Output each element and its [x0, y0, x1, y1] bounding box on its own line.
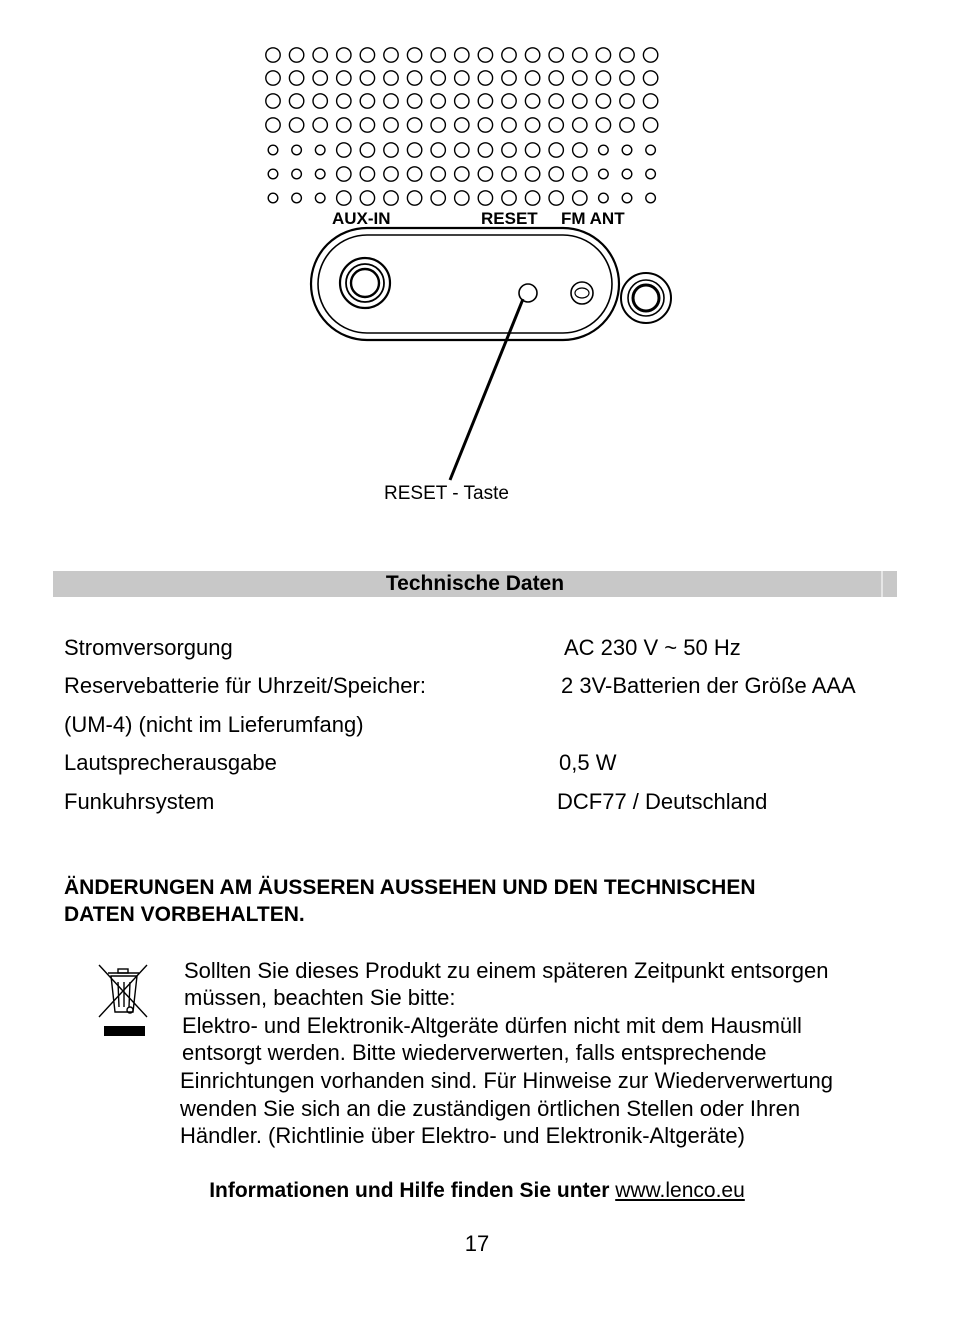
fm-ant-connector	[621, 273, 671, 323]
grille-hole	[315, 193, 325, 203]
grille-hole	[289, 118, 303, 132]
grille-hole	[360, 191, 374, 205]
notice-line: ÄNDERUNGEN AM ÄUSSEREN AUSSEHEN UND DEN TECHNISCHEN	[64, 876, 756, 899]
grille-hole	[360, 48, 374, 62]
grille-hole	[313, 118, 327, 132]
grille-hole	[620, 71, 634, 85]
grille-hole	[525, 191, 539, 205]
grille-hole	[525, 167, 539, 181]
grille-hole	[289, 94, 303, 108]
grille-hole	[360, 71, 374, 85]
grille-hole	[599, 169, 609, 179]
speaker-grille	[266, 48, 658, 205]
lenco-link[interactable]: www.lenco.eu	[615, 1179, 745, 1202]
grille-hole	[384, 71, 398, 85]
label-fm-ant: FM ANT	[561, 209, 625, 228]
disposal-line: Elektro- und Elektronik-Altgeräte dürfen nicht mit dem Hausmüll	[182, 1013, 802, 1038]
grille-hole	[646, 145, 656, 155]
grille-hole	[573, 191, 587, 205]
grille-hole	[384, 191, 398, 205]
grille-hole	[384, 48, 398, 62]
disposal-line: Händler. (Richtlinie über Elektro- und Elektronik-Altgeräte)	[180, 1123, 745, 1148]
grille-hole	[525, 118, 539, 132]
grille-hole	[573, 143, 587, 157]
grille-hole	[337, 167, 351, 181]
grille-hole	[620, 94, 634, 108]
grille-hole	[643, 94, 657, 108]
notice-line: DATEN VORBEHALTEN.	[64, 903, 305, 926]
grille-hole	[502, 71, 516, 85]
grille-hole	[407, 94, 421, 108]
grille-hole	[289, 48, 303, 62]
spec-battery-note: (UM-4) (nicht im Lieferumfang)	[64, 712, 364, 737]
info-text: Informationen und Hilfe finden Sie unter	[209, 1179, 610, 1202]
grille-hole	[502, 167, 516, 181]
reset-pointer-line	[450, 299, 523, 480]
spec-speaker-value: 0,5 W	[559, 750, 617, 775]
grille-hole	[407, 71, 421, 85]
grille-hole	[407, 48, 421, 62]
grille-hole	[620, 118, 634, 132]
grille-hole	[549, 191, 563, 205]
grille-hole	[596, 71, 610, 85]
grille-hole	[431, 143, 445, 157]
grille-hole	[455, 118, 469, 132]
spec-clock-value: DCF77 / Deutschland	[557, 789, 768, 814]
grille-hole	[407, 167, 421, 181]
grille-hole	[337, 94, 351, 108]
grille-hole	[573, 71, 587, 85]
section-title: Technische Daten	[385, 572, 565, 595]
label-aux-in: AUX-IN	[332, 209, 391, 228]
grille-hole	[643, 118, 657, 132]
disposal-line: Einrichtungen vorhanden sind. Für Hinweise zur Wiederverwertung	[180, 1068, 833, 1093]
grille-hole	[599, 193, 609, 203]
grille-hole	[289, 71, 303, 85]
disposal-line: entsorgt werden. Bitte wiederverwerten, falls entsprechende	[182, 1040, 767, 1065]
grille-hole	[268, 145, 278, 155]
grille-hole	[431, 118, 445, 132]
change-notice	[64, 874, 924, 928]
grille-hole	[407, 191, 421, 205]
grille-hole	[431, 191, 445, 205]
grille-hole	[478, 48, 492, 62]
grille-hole	[360, 167, 374, 181]
spec-clock-label: Funkuhrsystem	[64, 789, 215, 814]
info-line	[0, 1177, 954, 1205]
grille-hole	[478, 143, 492, 157]
grille-hole	[478, 118, 492, 132]
grille-hole	[315, 145, 325, 155]
grille-hole	[266, 48, 280, 62]
grille-hole	[596, 48, 610, 62]
grille-hole	[337, 143, 351, 157]
panel-outline-inner	[318, 235, 612, 333]
grille-hole	[337, 71, 351, 85]
grille-hole	[549, 71, 563, 85]
grille-hole	[573, 48, 587, 62]
grille-hole	[384, 143, 398, 157]
spec-power-label: Stromversorgung	[64, 635, 233, 660]
grille-hole	[292, 169, 302, 179]
grille-hole	[384, 118, 398, 132]
grille-hole	[431, 94, 445, 108]
grille-hole	[455, 48, 469, 62]
grille-hole	[478, 94, 492, 108]
grille-hole	[337, 191, 351, 205]
grille-hole	[431, 167, 445, 181]
grille-hole	[573, 94, 587, 108]
grille-hole	[643, 48, 657, 62]
grille-hole	[313, 71, 327, 85]
grille-hole	[549, 143, 563, 157]
grille-hole	[266, 118, 280, 132]
disposal-line: müssen, beachten Sie bitte:	[184, 985, 456, 1010]
grille-hole	[596, 94, 610, 108]
spec-speaker-label: Lautsprecherausgabe	[64, 750, 277, 775]
grille-hole	[599, 145, 609, 155]
grille-hole	[525, 94, 539, 108]
grille-hole	[549, 94, 563, 108]
grille-hole	[478, 71, 492, 85]
grille-hole	[549, 48, 563, 62]
grille-hole	[646, 193, 656, 203]
grille-hole	[431, 71, 445, 85]
grille-hole	[431, 48, 445, 62]
spec-battery-label: Reservebatterie für Uhrzeit/Speicher:	[64, 673, 426, 698]
disposal-line: wenden Sie sich an die zuständigen örtlichen Stellen oder Ihren	[180, 1096, 801, 1121]
grille-hole	[455, 71, 469, 85]
grille-hole	[549, 118, 563, 132]
grille-hole	[622, 169, 632, 179]
grille-hole	[337, 48, 351, 62]
device-panel-diagram	[0, 0, 954, 520]
grille-hole	[268, 193, 278, 203]
grille-hole	[525, 143, 539, 157]
grille-hole	[620, 48, 634, 62]
grille-hole	[573, 118, 587, 132]
grille-hole	[313, 94, 327, 108]
aux-in-jack	[340, 258, 390, 308]
grille-hole	[407, 118, 421, 132]
grille-hole	[407, 143, 421, 157]
grille-hole	[337, 118, 351, 132]
grille-hole	[502, 143, 516, 157]
grille-hole	[266, 71, 280, 85]
spec-power-value: AC 230 V ~ 50 Hz	[564, 635, 741, 660]
grille-hole	[313, 48, 327, 62]
grille-hole	[455, 167, 469, 181]
spec-battery-value: 2 3V-Batterien der Größe AAA	[561, 673, 856, 698]
grille-hole	[502, 48, 516, 62]
grille-hole	[360, 143, 374, 157]
grille-hole	[266, 94, 280, 108]
grille-hole	[478, 191, 492, 205]
grille-hole	[360, 118, 374, 132]
grille-hole	[502, 118, 516, 132]
panel-outline-outer	[311, 228, 619, 340]
grille-hole	[525, 71, 539, 85]
grille-hole	[292, 145, 302, 155]
weee-bin-icon	[96, 962, 152, 1042]
grille-hole	[478, 167, 492, 181]
grille-hole	[315, 169, 325, 179]
grille-hole	[622, 145, 632, 155]
label-reset: RESET	[481, 209, 538, 228]
disposal-line: Sollten Sie dieses Produkt zu einem späteren Zeitpunkt entsorgen	[184, 958, 829, 983]
grille-hole	[646, 169, 656, 179]
small-port	[571, 282, 593, 304]
grille-hole	[384, 167, 398, 181]
grille-hole	[502, 191, 516, 205]
grille-hole	[622, 193, 632, 203]
grille-hole	[455, 94, 469, 108]
grille-hole	[455, 143, 469, 157]
grille-hole	[384, 94, 398, 108]
grille-hole	[573, 167, 587, 181]
grille-hole	[455, 191, 469, 205]
grille-hole	[360, 94, 374, 108]
grille-hole	[268, 169, 278, 179]
reset-caption: RESET - Taste	[384, 483, 509, 504]
grille-hole	[596, 118, 610, 132]
page-number: 17	[464, 1231, 490, 1256]
grille-hole	[643, 71, 657, 85]
grille-hole	[549, 167, 563, 181]
grille-hole	[292, 193, 302, 203]
grille-hole	[525, 48, 539, 62]
grille-hole	[502, 94, 516, 108]
